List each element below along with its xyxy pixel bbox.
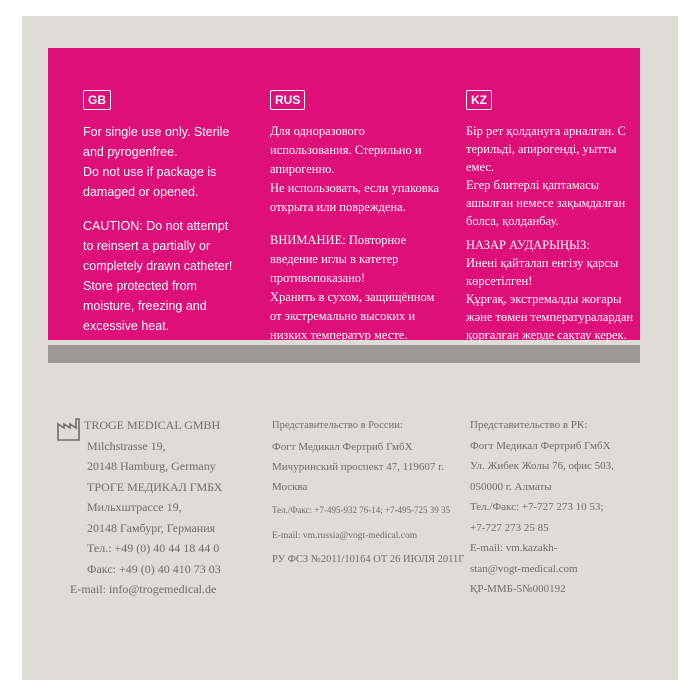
manufacturer-block [70,415,223,600]
rus-line: Для одноразового [270,124,365,138]
kz-line: көрсетілген! [466,274,533,288]
kazakhstan-block [470,415,614,600]
rus-line: Хранить в сухом, защищённом [270,290,435,304]
gb-line: damaged or opened. [83,185,199,199]
gb-caution: CAUTION: Do not attempt [83,219,229,233]
manufacturer-line: 20148 Гамбург, Германия [87,520,216,535]
kz-line: терильді, апирогенді, уытты [466,142,617,156]
kz-line: Бір рет қолдануға арналған. С [466,124,626,138]
rus-line: низких температур месте. [270,328,408,342]
rus-line: от экстремально высоких и [270,309,416,323]
kazakhstan-line: 050000 г. Алматы [470,480,552,493]
rus-line: Не использовать, если упаковка [270,181,440,195]
gb-line: For single use only. Sterile [83,125,230,139]
russia-line: Фогт Медикал Фертриб ГмбХ [272,441,413,453]
kz-line: болса, қолданбау. [466,214,559,228]
kz-line: Құрғақ, экстремалды жоғары [466,292,622,306]
gb-line: completely drawn catheter! [83,259,233,273]
kazakhstan-heading: Представительство в РК: [470,419,588,431]
manufacturer-phone: Тел.: +49 (0) 40 44 18 44 0 [87,541,220,555]
rus-line: использования. Стерильно и [270,143,422,157]
manufacturer-line: ТРОГЕ МЕДИКАЛ ГМБХ [87,479,223,494]
rus-line: открыта или повреждена. [270,200,406,214]
kz-line: Инені қайталап енгізу қарсы [466,256,619,270]
kz-line: емес. [466,160,494,174]
kazakhstan-line: Ул. Жибек Жолы 76, офис 503, [470,460,614,472]
kazakhstan-email: E-mail: vm.kazakh- [470,542,558,554]
kz-line: ашылған немесе зақымдалған [466,196,626,210]
russia-email: E-mail: vm.russia@vogt-medical.com [272,531,418,541]
russia-line: Москва [272,481,308,493]
manufacturer-fax: Факс: +49 (0) 40 410 73 03 [87,561,221,576]
gb-line: and pyrogenfree. [83,145,178,159]
kz-line: Егер блитерлі қаптамасы [466,178,600,192]
gb-column [83,90,258,336]
gb-line: Do not use if package is [83,165,217,179]
divider-bar [48,345,640,363]
rus-column [270,90,460,345]
rus-badge: RUS [270,90,305,110]
manufacturer-line: Мильхштрассе 19, [87,500,182,514]
kazakhstan-line: Фогт Медикал Фертриб ГмбХ [470,439,611,452]
russia-block [272,415,464,571]
gb-line: excessive heat. [83,319,170,333]
manufacturer-name: TROGE MEDICAL GMBH [84,418,221,432]
rus-line: введение иглы в катетер [270,252,399,266]
rus-line: апирогенно. [270,162,335,176]
russia-line: Мичуринский проспект 47, 119607 г. [272,461,445,473]
russia-phone: Тел./Факс: +7-495-932 76-14; +7-495-725 39 35 [272,505,451,515]
instructions-panel [48,48,640,340]
russia-heading: Представительство в России: [272,420,403,431]
gb-line: to reinsert a partially or [83,239,211,253]
gb-line: Store protected from [83,279,197,293]
kazakhstan-email: stan@vogt-medical.com [470,562,578,575]
factory-icon [55,416,81,442]
kz-column [466,90,638,344]
rus-caution: ВНИМАНИЕ: Повторное [270,233,407,247]
manufacturer-email: E-mail: info@trogemedical.de [70,582,217,596]
kazakhstan-phone: +7-727 273 25 85 [470,521,549,534]
gb-badge: GB [83,90,111,110]
kazakhstan-phone: Тел./Факс: +7-727 273 10 53; [470,501,604,513]
kz-badge: KZ [466,90,492,110]
russia-registration: РУ ФСЗ №2011/10164 ОТ 26 ИЮЛЯ 2011Г [272,554,465,565]
manufacturer-line: 20148 Hamburg, Germany [87,459,216,473]
rus-line: противопоказано! [270,271,366,285]
kz-line: және төмен температуралардан [466,310,634,324]
kz-line: қорғалған жерде сақтау керек. [466,328,627,342]
kz-caution: НАЗАР АУДАРЫҢЫЗ: [466,238,590,252]
kazakhstan-registration: ҚР-ММБ-5№000192 [470,583,566,595]
manufacturer-line: Milchstrasse 19, [87,438,166,453]
gb-line: moisture, freezing and [83,299,207,313]
